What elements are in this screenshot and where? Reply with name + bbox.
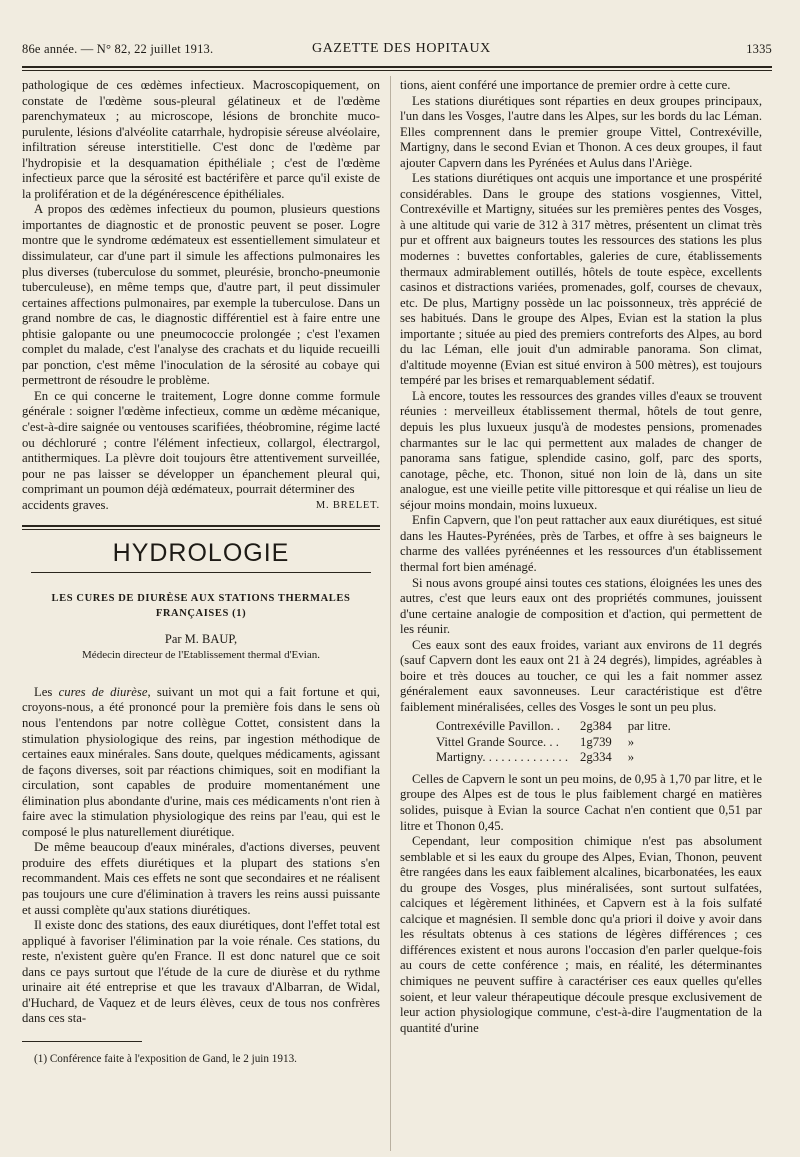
source-name: Vittel Grande Source. . .	[436, 734, 559, 749]
title-rule	[31, 572, 371, 573]
source-value: 2g384	[580, 719, 612, 734]
source-name: Martigny. . . . . . . . . . . . . .	[436, 750, 569, 765]
section-rule	[22, 525, 380, 527]
source-unit: »	[627, 734, 635, 749]
page-number: 1335	[746, 42, 772, 56]
footnote: (1) Conférence faite à l'exposition de Gand, le 2 juin 1913.	[34, 1052, 297, 1065]
paragraph: Cependant, leur composition chimique n'est pas absolument semblable et si les eaux du groupe des Alpes, Evian, Thonon, peuvent être rangées dans les eaux faiblement alcalines, bicarbonatées, les eaux du groupe des Vosges, plus minéralisées, sont surtout sulfatées, calciques et légèrement lithinées, et Capvern est à la fois sulfaté calcique et magnésien. Il semble donc qu'a priori il doive y avoir dans les résultats obtenus à ces stations de légères différences ; ces différences existent et nous aurons l'occasion d'en parler quelque-fois au cours de cette conférence ; mais, en réalité, les déterminantes chimiques ne peuvent suffire à caractériser ces eaux quelles qu'elles soient, et leur valeur thérapeutique découle presque exclusivement de leur action physiologique commune, c'est-à-dire l'augmentation de la quantité d'urine	[400, 834, 762, 1035]
paragraph: Enfin Capvern, que l'on peut rattacher aux eaux diurétiques, est situé dans les Hautes-Pyrénées, près de Tarbes, et offre à ses baigneurs le charme des vallées pyrénéennes et les ressources d'un établissement thermal fort bien aménagé.	[400, 513, 762, 574]
author-affiliation: Médecin directeur de l'Etablissement thermal d'Evian.	[82, 648, 320, 661]
journal-page	[22, 38, 772, 1065]
source-unit: »	[627, 750, 635, 765]
section-rule-thin	[22, 529, 380, 530]
source-value: 1g739	[580, 734, 612, 749]
source-name: Contrexéville Pavillon. .	[436, 719, 561, 734]
table-row	[436, 719, 677, 735]
paragraph: Les stations diurétiques ont acquis une importance et une prospérité considérables. Dans le groupe des stations vosgiennes, Vittel, Contrexéville et Martigny, situées sur les premières pentes des Vosges, à une altitude qui varie de 312 à 317 mètres, présentent un climat très pur et offrent aux baigneurs toutes les ressources des stations les plus modernes : buvettes confortables, galeries de cure, établissements thermaux admirablement outillés, hôtels de toute espèce, excellents casinos et distractions variées, promenades, golf, courses de chevaux, etc. De plus, Martigny possède un lac poissonneux, très apprécié de ses habitués. Dans le groupe des Alpes, Evian est la station la plus importante ; située au pied des premiers contreforts des Alpes, au bord du lac Léman, elle jouit d'un admirable panorama. Son climat, d'altitude moyenne (Evian est situé environ à 500 mètres), est toujours tempéré par les brises et remarquablement sédatif.	[400, 171, 762, 388]
paragraph	[22, 685, 380, 840]
paragraph: Celles de Capvern le sont un peu moins, de 0,95 à 1,70 par litre, et le groupe des Alpes est de tous le plus faiblement chargé en matières solides, puisque à Evian la source Cachat n'en contient que 0,51 par litre et Thonon 0,45.	[400, 771, 762, 833]
article-title-line: LES CURES DE DIURÈSE AUX STATIONS THERMALES	[51, 592, 351, 604]
column-divider	[390, 76, 391, 1151]
paragraph: Si nous avons groupé ainsi toutes ces stations, éloignées les unes des autres, c'est que leurs eaux ont des propriétés communes, jouissent d'une certaine analogie de composition et d'action, qui permettent de les réunir.	[400, 575, 762, 637]
table-row	[436, 735, 677, 751]
author-signature: M. BRELET.	[315, 499, 380, 511]
issue-info: 86e année. — N° 82, 22 juillet 1913.	[22, 42, 214, 56]
journal-title: GAZETTE DES HOPITAUX	[312, 41, 491, 56]
text-run: , suivant un mot qui a fait fortune et qui, croyons-nous, a été prononcé pour la première fois dans le sens où nous l'entendons par notre collègue Cottet, consistent dans la stimulation physiologique des reins, par ingestion méthodique de certaines eaux minérales. Sans doute, quelques médicaments, agissant de façons diverses, soit par réactions chimiques, soit en modifiant la circulation, sont capables de produire momentanément une élimination plus abondante d'urine, mais ces médicaments n'ont rien à faire avec la stimulation physiologique des reins par l'eau, qui est le composé le plus naturellement diurétique.	[22, 684, 380, 839]
article-title	[22, 591, 380, 621]
source-value: 2g334	[580, 750, 612, 765]
header-rule	[22, 66, 772, 68]
running-header	[22, 38, 772, 60]
paragraph: En ce qui concerne le traitement, Logre donne comme formule générale : soigner l'œdème infectieux, comme un œdème mécanique, c'est-à-dire saignée ou ventouses scarifiées, théobromine, régime lacté ou déchloruré ; contre l'élément infectieux, collargol, électrargol, antithermiques. La plèvre doit toujours être attentivement surveillée, pour ne pas laisser se développer un épanchement pleural qui, comprimant un poumon déjà œdémateux, pourrait déterminer des	[22, 388, 380, 497]
closing-line	[22, 498, 380, 514]
paragraph: Là encore, toutes les ressources des grandes villes d'eaux se trouvent réunies : merveilleux établissement thermal, hôtels de tout genre, depuis les plus luxueux jusqu'à de modestes pensions, promenades charmantes sur le lac qui permettent aux malades de changer de panorama sans fatigue, splendide casino, golf, parc des sports, canotage, pêche, etc. Thonon, situé non loin de là, dans un site analogue, est une vieille petite ville pittoresque et qui réalise un lieu de séjour moins mondain, moins luxueux.	[400, 388, 762, 512]
header-rule-thin	[22, 70, 772, 71]
mineralization-table	[436, 719, 677, 766]
paragraph: De même beaucoup d'eaux minérales, d'actions diverses, peuvent produire des effets diurétiques et la plupart des stations s'en recommandent. Mais ces effets ne sont que secondaires et ne réalisent pas toujours une cure d'élimination à travers les reins aussi puissante et aussi complète qu'aux stations diurétiques.	[22, 840, 380, 917]
paragraph: tions, aient conféré une importance de premier ordre à cette cure.	[400, 78, 731, 92]
right-column	[400, 78, 762, 1036]
paragraph: Les stations diurétiques sont réparties en deux groupes principaux, l'un dans les Vosges, l'autre dans les Alpes, sur les bords du lac Léman. Elles comprennent dans le premier groupe Vittel, Contrexéville, Martigny, dans le second Evian et Thonon. A ces deux groupes, il faut ajouter Capvern dans les Pyrénées et Aulus dans l'Ariège.	[400, 93, 762, 170]
paragraph: A propos des œdèmes infectieux du poumon, plusieurs questions importantes de diagnostic et de pronostic peuvent se poser. Logre montre que le syndrome œdémateux est essentiellement simulateur et dissimulateur, car d'une part il simule les affections pulmonaires les plus diverses (tuberculose du sommet, pleurésie, broncho-pneumonie tuberculeuse), en même temps que, d'autre part, il peut dissimuler certaines affections pulmonaires, par exemple la tuberculose. Dans un grand nombre de cas, le diagnostic différentiel est à faire entre une phtisie galopante ou une pneumococcie prolongée ; c'est l'examen complet du malade, c'est l'analyse des crachats et du liquide recueilli par ponction, c'est même l'inoculation de la sérosité au cobaye qui permettront de résoudre le problème.	[22, 202, 380, 388]
italic-term: cures de diurèse	[58, 684, 148, 699]
section-title: HYDROLOGIE	[112, 539, 290, 568]
paragraph: Ces eaux sont des eaux froides, variant aux environs de 11 degrés (sauf Capvern dont les eaux ont 21 à 24 degrés), limpides, agréables à boire et très douces au toucher, ce qui les a fait nommer assez généralement eaux savonneuses. Leur caractéristique est d'être faiblement minéralisées, celles des Vosges le sont un peu plus.	[400, 637, 762, 714]
paragraph-end: accidents graves.	[22, 497, 109, 512]
left-column	[22, 78, 380, 1067]
footnote-rule	[22, 1041, 142, 1042]
table-row	[436, 750, 677, 766]
byline: Par M. BAUP,	[164, 631, 238, 646]
paragraph: pathologique de ces œdèmes infectieux. Macroscopiquement, on constate de l'œdème sous-pleural gélatineux et de l'œdème parenchymateux ; au microscope, lésions de bronchite muco-purulente, lésions d'alvéolite catarrhale, hydropisie séreuse alvéolaire, infiltration séreuse interstitielle. C'est donc de l'œdème par l'hydropisie et la desquamation épithéliale ; c'est de l'œdème infectieux parce que la sérosité est bactérifère et parce qu'il existe de la prolifération et de la dégénérescence épithéliales.	[22, 78, 380, 201]
text-run: Les	[34, 684, 59, 699]
source-unit: par litre.	[627, 719, 671, 734]
paragraph: Il existe donc des stations, des eaux diurétiques, dont l'effet total est appliqué à favoriser l'élimination par la voie rénale. Ces stations, du reste, n'existent guère qu'en France. Il est donc naturel que ce soit dans ce pays surtout que l'étude de la cure de diurèse et du rythme urinaire ait été entreprise et que les travaux d'Albarran, de Widal, d'Huchard, de Vaquez et de leurs élèves, ceux de tous nos confrères dans ces sta-	[22, 918, 380, 1026]
article-title-line: FRANÇAISES (1)	[155, 607, 247, 619]
